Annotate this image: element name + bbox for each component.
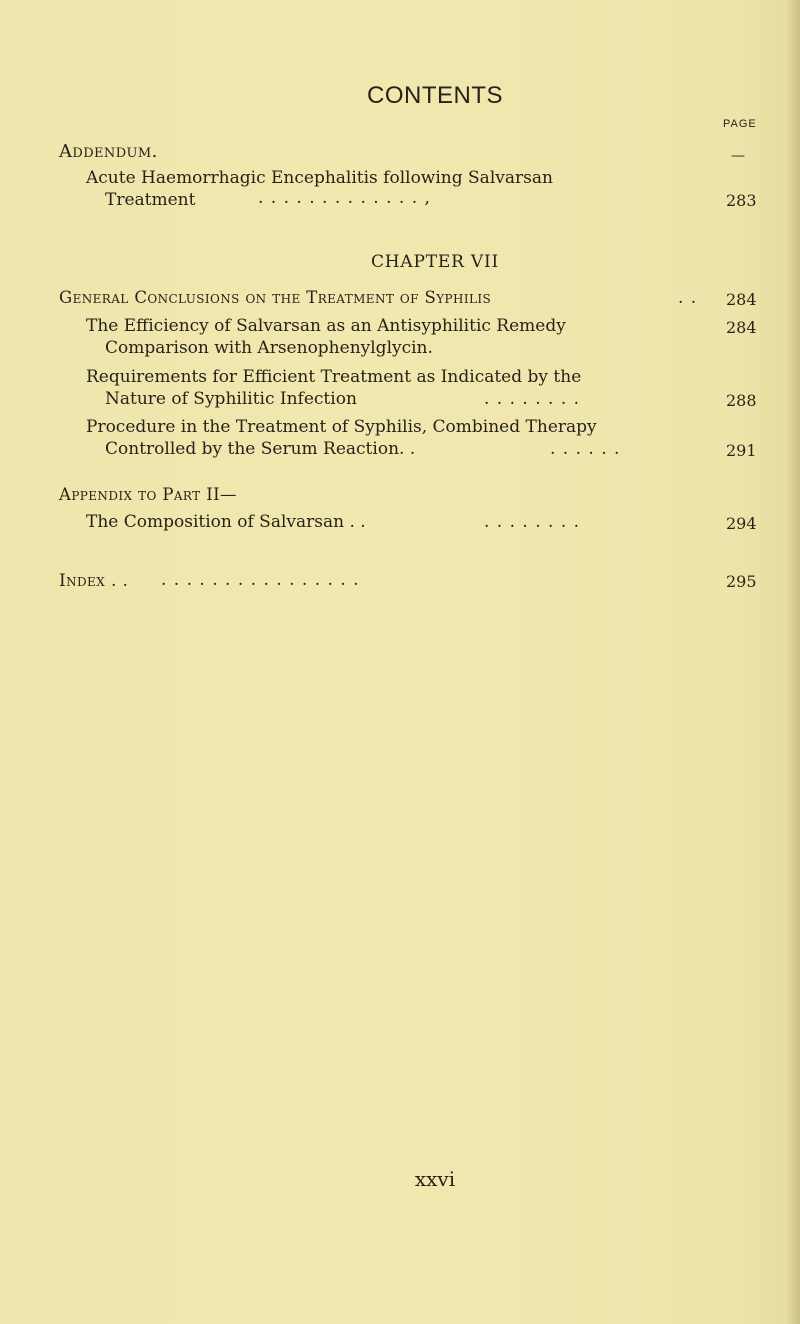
chapter-section-leader-dots: . . — [678, 288, 698, 308]
appendix-heading: Appendix to Part II— — [59, 485, 237, 504]
chapter-section-page: 284 — [726, 290, 757, 309]
chapter-entry-2-line1: Requirements for Efficient Treatment as Indicated by the — [86, 367, 582, 387]
addendum-entry-page: 283 — [726, 191, 757, 210]
addendum-entry-leader-dots: . . . . . . . . . . . . . , — [258, 188, 431, 208]
page-title: CONTENTS — [367, 82, 503, 109]
page-edge-shadow — [786, 0, 800, 1324]
chapter-entry-2-leader-dots: . . . . . . . . — [484, 389, 581, 409]
chapter-entry-2-line2: Nature of Syphilitic Infection — [105, 389, 357, 409]
chapter-heading: CHAPTER VII — [370, 252, 499, 272]
appendix-entry: The Composition of Salvarsan . . — [86, 512, 366, 532]
appendix-entry-page: 294 — [726, 514, 757, 533]
chapter-entry-1-line2: Comparison with Arsenophenylglycin. — [105, 338, 433, 358]
index-page: 295 — [726, 572, 757, 591]
chapter-entry-1-page: 284 — [726, 318, 757, 337]
chapter-entry-1-line1: The Efficiency of Salvarsan as an Antisyphilitic Remedy — [86, 316, 566, 336]
addendum-heading: Addendum. — [59, 141, 158, 162]
chapter-entry-3-line2: Controlled by the Serum Reaction. . — [105, 439, 416, 459]
addendum-dash: — — [731, 148, 745, 164]
index-leader-dots: . . . . . . . . . . . . . . . . — [161, 570, 360, 590]
chapter-entry-2-page: 288 — [726, 391, 757, 410]
chapter-section-heading: General Conclusions on the Treatment of Syphilis — [59, 288, 492, 307]
index-heading: Index . . — [59, 571, 129, 591]
addendum-entry-line1: Acute Haemorrhagic Encephalitis following Salvarsan — [86, 168, 553, 188]
page-folio: xxvi — [414, 1167, 456, 1191]
chapter-entry-3-leader-dots: . . . . . . — [550, 439, 621, 459]
page-column-header: PAGE — [723, 118, 757, 130]
chapter-entry-3-page: 291 — [726, 441, 757, 460]
chapter-entry-3-line1: Procedure in the Treatment of Syphilis, Combined Therapy — [86, 417, 597, 437]
appendix-entry-leader-dots: . . . . . . . . — [484, 512, 581, 532]
addendum-entry-line2: Treatment — [105, 190, 196, 210]
